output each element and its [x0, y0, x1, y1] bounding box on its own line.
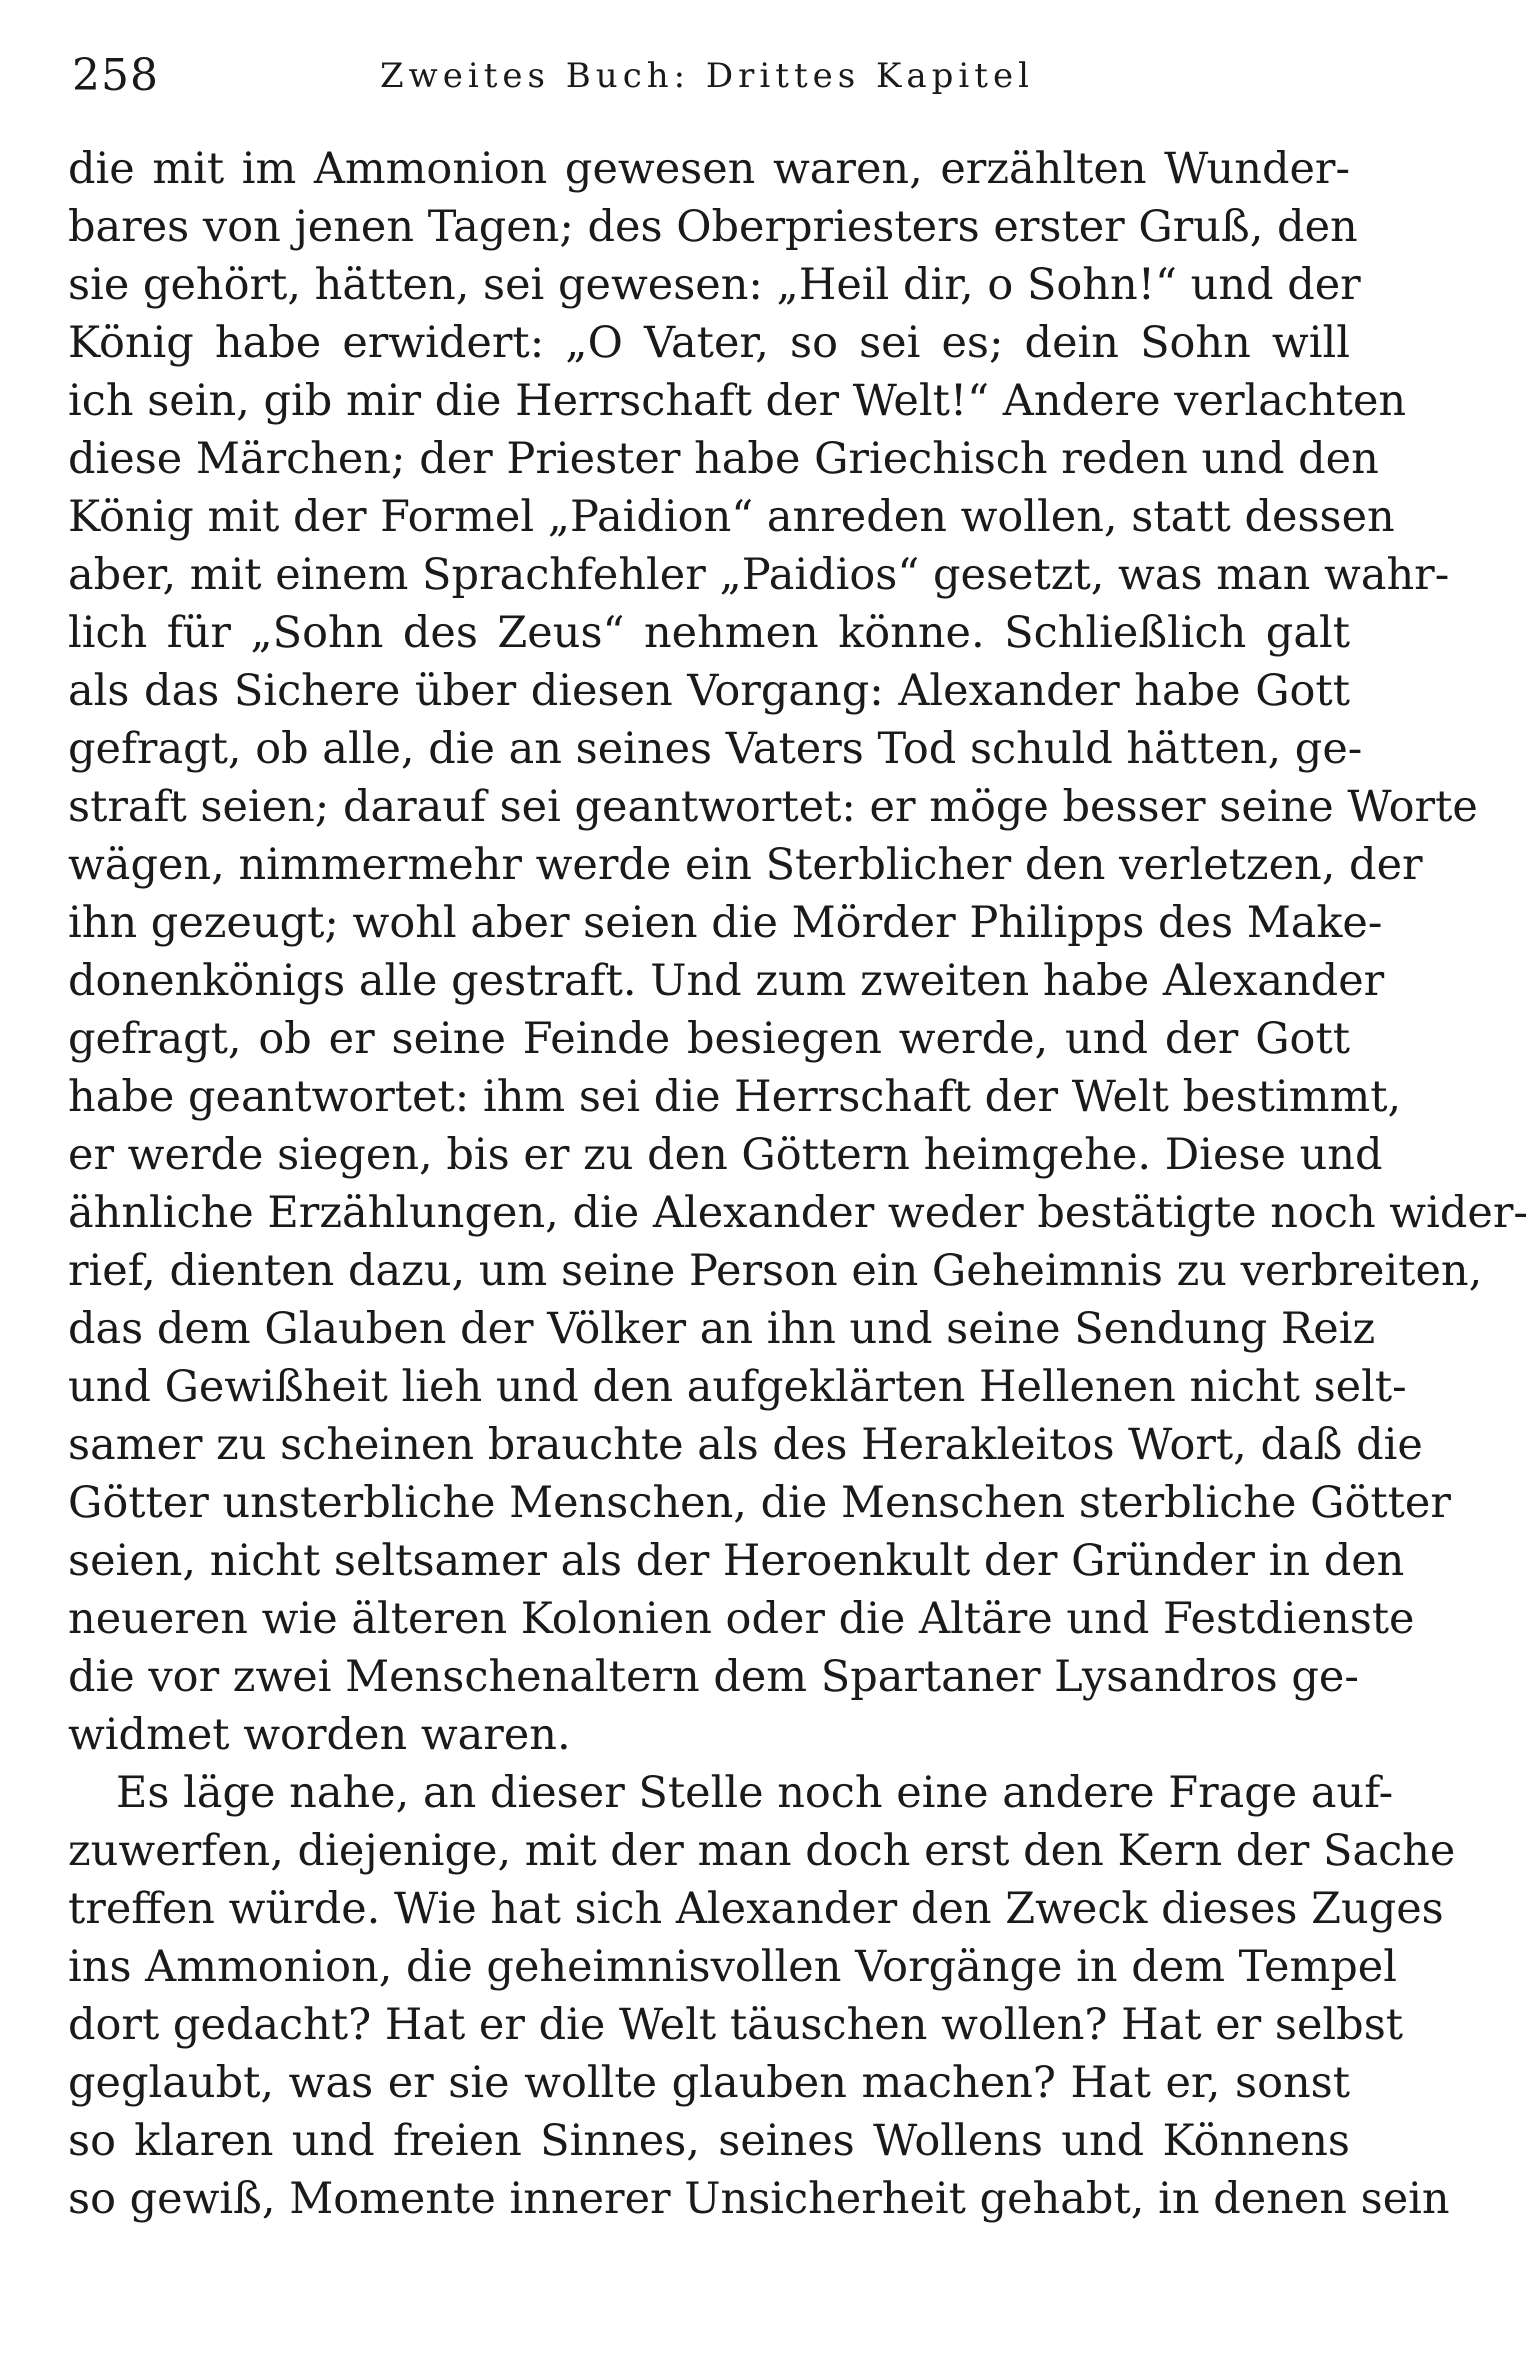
text-line: habe geantwortet: ihm sei die Herrschaft der Welt bestimmt, — [68, 1072, 1402, 1122]
text-line: ähnliche Erzählungen, die Alexander weder bestätigte noch wider- — [68, 1188, 1528, 1238]
text-line: Götter unsterbliche Menschen, die Menschen sterbliche Götter — [68, 1478, 1451, 1528]
text-line: samer zu scheinen brauchte als des Herakleitos Wort, daß die — [68, 1420, 1423, 1470]
paragraph-2 — [68, 1764, 1456, 2228]
text-line: gefragt, ob er seine Feinde besiegen werde, und der Gott — [68, 1014, 1350, 1064]
text-line: er werde siegen, bis er zu den Göttern heimgehe. Diese und — [68, 1130, 1383, 1180]
page-number: 258 — [72, 50, 159, 101]
text-line: Es läge nahe, an dieser Stelle noch eine andere Frage auf- — [116, 1768, 1394, 1818]
text-line: so klaren und freien Sinnes, seines Wollens und Könnens — [68, 2116, 1350, 2166]
text-line: dort gedacht? Hat er die Welt täuschen wollen? Hat er selbst — [68, 2000, 1404, 2050]
text-line: die mit im Ammonion gewesen waren, erzählten Wunder- — [68, 144, 1350, 194]
text-line: König mit der Formel „Paidion“ anreden wollen, statt dessen — [68, 492, 1395, 542]
text-line: ihn gezeugt; wohl aber seien die Mörder Philipps des Make- — [68, 898, 1383, 948]
text-line: wägen, nimmermehr werde ein Sterblicher den verletzen, der — [68, 840, 1423, 890]
text-line: geglaubt, was er sie wollte glauben machen? Hat er, sonst — [68, 2058, 1350, 2108]
text-line: seien, nicht seltsamer als der Heroenkult der Gründer in den — [68, 1536, 1405, 1586]
text-line: diese Märchen; der Priester habe Griechisch reden und den — [68, 434, 1379, 484]
text-line: aber, mit einem Sprachfehler „Paidios“ gesetzt, was man wahr- — [68, 550, 1450, 600]
text-line: lich für „Sohn des Zeus“ nehmen könne. Schließlich galt — [68, 608, 1350, 658]
paragraph-1 — [68, 140, 1528, 1764]
text-line: rief, dienten dazu, um seine Person ein Geheimnis zu verbreiten, — [68, 1246, 1483, 1296]
text-line: als das Sichere über diesen Vorgang: Alexander habe Gott — [68, 666, 1350, 716]
text-line: gefragt, ob alle, die an seines Vaters Tod schuld hätten, ge- — [68, 724, 1363, 774]
running-head — [72, 40, 1342, 110]
text-line: ich sein, gib mir die Herrschaft der Welt!“ Andere verlachten — [68, 376, 1407, 426]
text-line: donenkönigs alle gestraft. Und zum zweiten habe Alexander — [68, 956, 1385, 1006]
text-line: sie gehört, hätten, sei gewesen: „Heil dir, o Sohn!“ und der — [68, 260, 1361, 310]
text-line: das dem Glauben der Völker an ihn und seine Sendung Reiz — [68, 1304, 1376, 1354]
body-text — [68, 140, 1528, 2228]
text-line: straft seien; darauf sei geantwortet: er möge besser seine Worte — [68, 782, 1478, 832]
text-line: widmet worden waren. — [68, 1710, 571, 1760]
text-line: zuwerfen, diejenige, mit der man doch erst den Kern der Sache — [68, 1826, 1456, 1876]
text-line: ins Ammonion, die geheimnisvollen Vorgänge in dem Tempel — [68, 1942, 1397, 1992]
text-line: und Gewißheit lieh und den aufgeklärten Hellenen nicht selt- — [68, 1362, 1407, 1412]
text-line: bares von jenen Tagen; des Oberpriesters erster Gruß, den — [68, 202, 1358, 252]
text-line: die vor zwei Menschenaltern dem Spartaner Lysandros ge- — [68, 1652, 1359, 1702]
text-line: so gewiß, Momente innerer Unsicherheit gehabt, in denen sein — [68, 2174, 1450, 2224]
text-line: treffen würde. Wie hat sich Alexander den Zweck dieses Zuges — [68, 1884, 1444, 1934]
text-line: König habe erwidert: „O Vater, so sei es; dein Sohn will — [68, 318, 1350, 368]
running-title: Zweites Buch: Drittes Kapitel — [380, 56, 1034, 96]
text-line: neueren wie älteren Kolonien oder die Altäre und Festdienste — [68, 1594, 1415, 1644]
